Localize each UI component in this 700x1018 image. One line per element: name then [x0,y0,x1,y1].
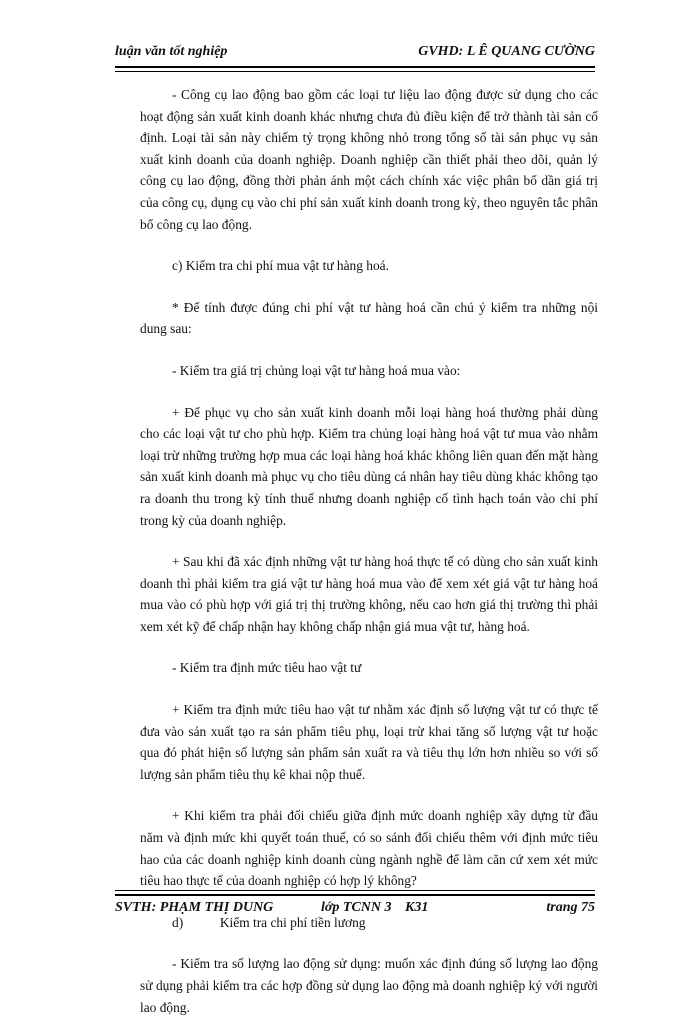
header-rule-thin [115,71,595,72]
paragraph-norm-compare: + Khi kiểm tra phải đối chiếu giữa định mức doanh nghiệp xây dựng từ đầu năm và định mức khi quyết toán thuế, có so sánh đối chiếu thêm với định mức tiêu hao của các doanh nghiệp kinh doanh cùng ngành nghề để làm căn cứ xem xét mức tiêu hao thực tế của doanh nghiệp có hợp lý không? [140,808,598,889]
advisor-label: GVHD: L Ê QUANG CƯỜNG [418,44,595,59]
student-name: SVTH: PHẠM THỊ DUNG [115,900,274,915]
section-c-heading: c) Kiểm tra chi phí mua vật tư hàng hoá. [172,258,389,274]
paragraph-labor: - Kiểm tra số lượng lao động sử dụng: muốn xác định đúng số lượng lao động sử dụng phải kiểm tra các hợp đồng sử dụng lao động mà doanh nghiệp ký với người lao động. [140,956,598,1015]
course-label: K31 [405,900,429,915]
paragraph-check-type: - Kiểm tra giá trị chủng loại vật tư hàng hoá mua vào: [172,362,461,378]
thesis-label: luận văn tốt nghiệp [115,44,228,59]
footer-rule-thick [115,894,595,896]
paragraph-type-detail: + Để phục vụ cho sản xuất kinh doanh mỗi loại hàng hoá thường phải dùng cho các loại vật tư cho phù hợp. Kiểm tra chủng loại hàng hoá vật tư mua vào nhằm loại trừ những trường hợp mua các loại hàng hoá khác không liên quan đến mặt hàng sản xuất kinh doanh mà phục vụ cho tiêu dùng cá nhân hay tiêu dùng khác không tạo ra doanh thu trong kỳ tính thuế nhưng doanh nghiệp cố tình hạch toán vào chi phí trong kỳ của doanh nghiệp. [140,404,598,528]
footer-rule-thin [115,890,595,891]
paragraph-norm-heading: - Kiểm tra định mức tiêu hao vật tư [172,660,362,676]
page-number: trang 75 [546,900,595,915]
paragraph-note: * Để tính được đúng chi phí vật tư hàng hoá cần chú ý kiểm tra những nội dung sau: [140,299,598,337]
section-d-label: d) [172,914,184,930]
paragraph-price-check: + Sau khi đã xác định những vật tư hàng hoá thực tế có dùng cho sản xuất kinh doanh thì phải kiểm tra giá vật tư hàng hoá mua vào để xem xét giá vật tư hàng hoá mua vào có phù hợp với giá trị thị trường không, nếu cao hơn giá thị trường thì phải xem xét kỹ để chấp nhận hay không chấp nhận giá mua vật tư, hàng hoá. [140,554,598,634]
class-label: lớp TCNN 3 [321,900,392,915]
page-header [115,40,595,68]
page-footer [115,898,595,922]
paragraph-tools: - Công cụ lao động bao gồm các loại tư liệu lao động được sử dụng cho các hoạt động sản xuất kinh doanh khác nhưng chưa đủ điều kiện để trở thành tài sản cố định. Loại tài sản này chiếm tỷ trọng không nhỏ trong tổng số tài sản phục vụ sản xuất kinh doanh của doanh nghiệp. Doanh nghiệp cần thiết phải theo dõi, quản lý công cụ lao động, đồng thời phản ánh một cách chính xác việc phân bổ dần giá trị của công cụ, dụng cụ vào chi phí sản xuất kinh doanh trong kỳ, theo nguyên tắc phân bổ công cụ lao động. [140,87,598,232]
page-body [140,84,598,1018]
section-d-title: Kiểm tra chi phí tiền lương [219,914,366,930]
paragraph-norm-detail: + Kiểm tra định mức tiêu hao vật tư nhằm xác định số lượng vật tư có thực tế đưa vào sản xuất tạo ra sản phẩm tiêu phụ, loại trừ khai tăng số lượng vật tư hoặc qua đó phát hiện số lượng sản phẩm sản xuất ra và tiêu thụ lớn hơn nhiều so với số lượng sản phẩm tiêu thụ kê khai nộp thuế. [140,702,598,782]
header-rule-thick [115,66,595,68]
